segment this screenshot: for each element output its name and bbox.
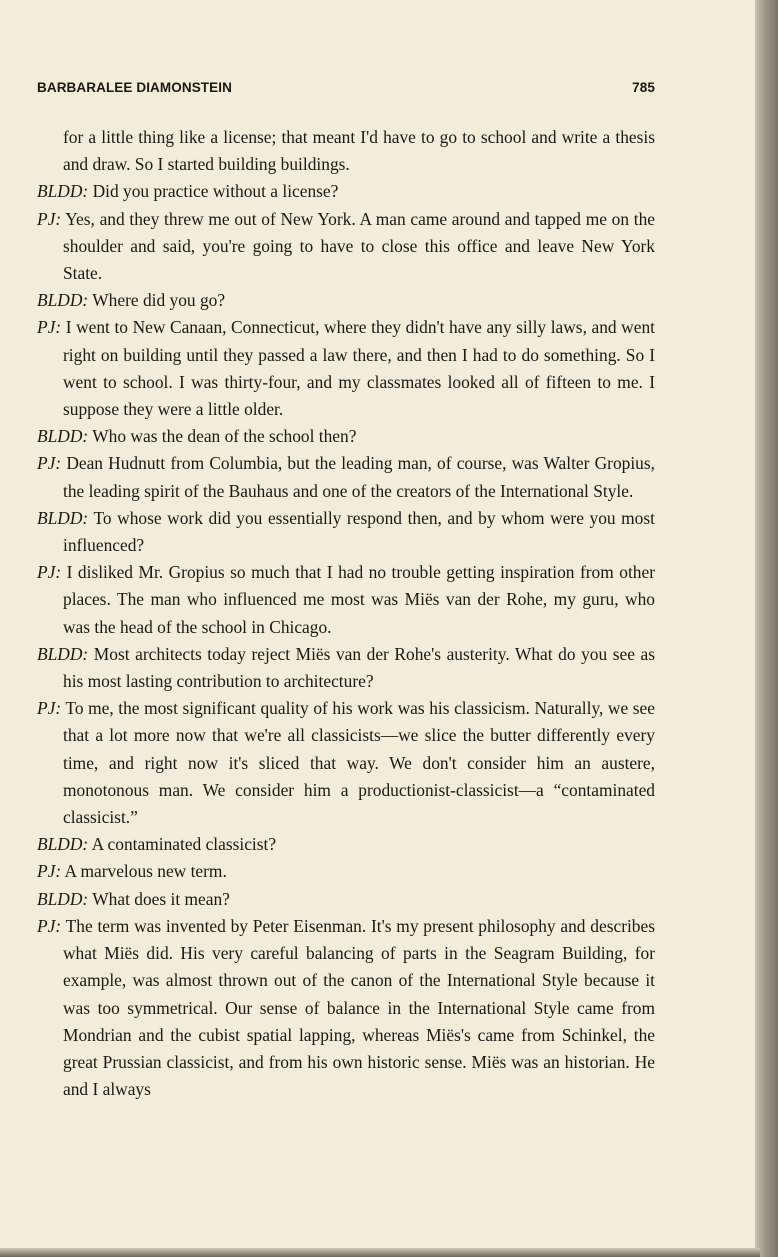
paragraph-text: The term was invented by Peter Eisenman. It's my present philosophy and describes what Miës did. His very careful balancing of parts in the Seagram Building, for example, was almost thrown out of the canon of the International Style because it was too symmetrical. Our sense of balance in the International Style came from Mondrian and the cubist spatial lapping, whereas Miës's came from Schinkel, the great Prussian classicist, and from his own historic sense. Miës was an historian. He and I always — [63, 915, 655, 1100]
paragraph-text: I disliked Mr. Gropius so much that I had no trouble getting inspiration from other places. The man who influenced me most was Miës van der Rohe, my guru, who was the head of the school in Chicago. — [63, 562, 655, 637]
paragraph — [37, 641, 655, 695]
interview-text — [37, 124, 655, 1103]
paragraph-text: I went to New Canaan, Connecticut, where they didn't have any silly laws, and went right on building until they passed a law there, and then I had to do something. So I went to school. I was thirty-four, and my classmates looked all of fifteen to me. I suppose they were a little older. — [63, 317, 655, 420]
paragraph-text: for a little thing like a license; that meant I'd have to go to school and write a thesis and draw. So I started building buildings. — [63, 127, 655, 175]
paragraph-text: To whose work did you essentially respond then, and by whom were you most influenced? — [63, 507, 655, 556]
running-head — [37, 80, 655, 100]
speaker-label: PJ: — [37, 698, 62, 719]
speaker-label: BLDD: — [37, 290, 89, 311]
paragraph-text: A contaminated classicist? — [91, 834, 277, 855]
speaker-label: BLDD: — [37, 834, 89, 855]
paragraph-text: Dean Hudnutt from Columbia, but the leading man, of course, was Walter Gropius, the leading spirit of the Bauhaus and one of the creators of the International Style. — [63, 453, 655, 501]
speaker-label: PJ: — [37, 861, 62, 882]
paragraph — [37, 124, 655, 178]
paragraph — [37, 858, 655, 885]
speaker-label: BLDD: — [37, 643, 89, 664]
paragraph — [37, 831, 655, 858]
paragraph — [37, 450, 655, 504]
paragraph-text: Most architects today reject Miës van der Rohe's austerity. What do you see as his most lasting contribution to architecture? — [63, 643, 655, 692]
paragraph-text: To me, the most significant quality of his work was his classicism. Naturally, we see that a lot more now that we're all classicists—we slice the butter differently every time, and right now it's sliced that way. We don't consider him an austere, monotonous man. We consider him a productionist-classicist—a “contaminated classicist.” — [63, 698, 655, 828]
paragraph-text: Yes, and they threw me out of New York. A man came around and tapped me on the shoulder and said, you're going to have to close this office and leave New York State. — [63, 208, 656, 284]
running-head-author: BARBARALEE DIAMONSTEIN — [37, 80, 232, 95]
speaker-label: PJ: — [37, 208, 62, 229]
paragraph — [37, 559, 655, 641]
speaker-label: BLDD: — [37, 426, 89, 447]
paragraph — [37, 178, 655, 205]
speaker-label: PJ: — [37, 562, 62, 583]
speaker-label: PJ: — [37, 453, 62, 474]
paragraph — [37, 695, 655, 831]
page-number: 785 — [632, 80, 655, 95]
page-gutter-shadow — [755, 0, 778, 1257]
paragraph-text: Did you practice without a license? — [92, 181, 339, 202]
paragraph-text: Where did you go? — [92, 290, 226, 311]
speaker-label: BLDD: — [37, 888, 89, 909]
paragraph — [37, 886, 655, 913]
paragraph — [37, 287, 655, 314]
paragraph — [37, 913, 655, 1103]
paragraph-text: Who was the dean of the school then? — [92, 426, 357, 447]
page-bottom-edge — [0, 1248, 760, 1257]
speaker-label: PJ: — [37, 915, 62, 936]
paragraph — [37, 314, 655, 423]
speaker-label: PJ: — [37, 317, 62, 338]
paragraph — [37, 206, 655, 288]
speaker-label: BLDD: — [37, 507, 89, 528]
paragraph-text: What does it mean? — [92, 888, 230, 909]
paragraph — [37, 423, 655, 450]
paragraph — [37, 505, 655, 559]
paragraph-text: A marvelous new term. — [64, 861, 227, 882]
speaker-label: BLDD: — [37, 181, 89, 202]
